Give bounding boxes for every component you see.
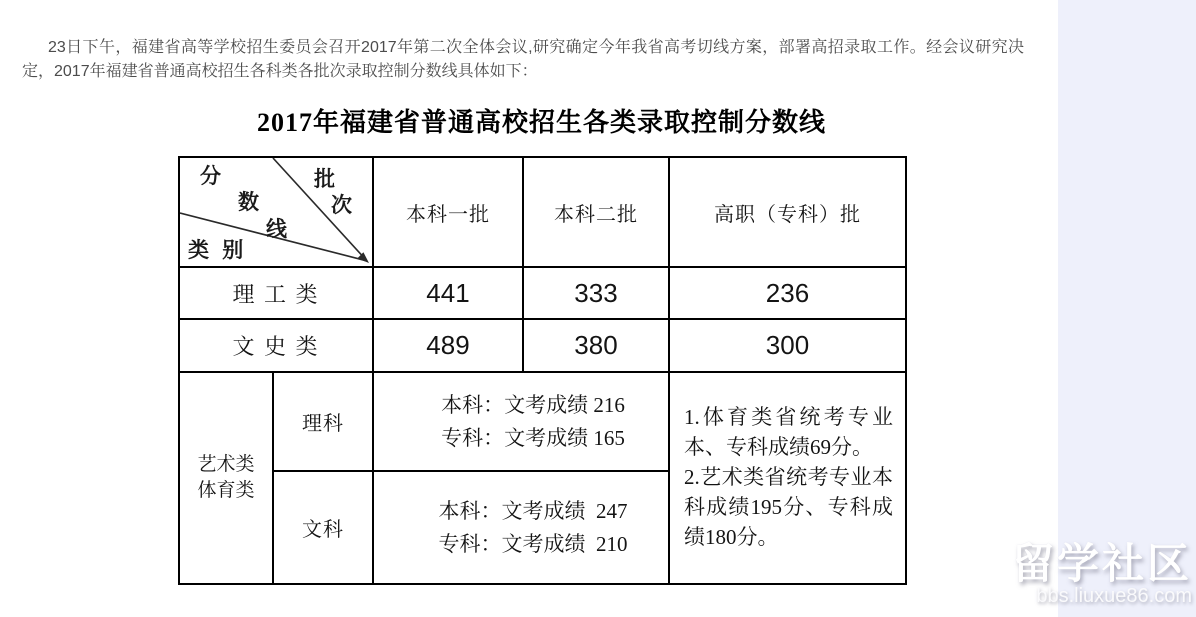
watermark-url: bbs.liuxue86.com	[1036, 585, 1192, 607]
sub-label-wenke: 文科	[273, 471, 373, 584]
row-label-wenshi: 文 史 类	[179, 319, 373, 372]
column-header-gaozhi: 高职（专科）批	[669, 157, 906, 267]
score-wenshi-ben2: 380	[523, 319, 669, 372]
diag-label-batch-char-1: 批	[314, 167, 335, 191]
score-cell-arts-wenke	[373, 471, 669, 584]
watermark-brand: 留学社区	[1011, 540, 1192, 587]
arts-label-line2: 体育类	[197, 480, 255, 501]
row-label-ligong: 理 工 类	[179, 267, 373, 319]
intro-paragraph: 23日下午，福建省高等学校招生委员会召开2017年第二次全体会议,研究确定今年我省高考切线方案，部署高招录取工作。经会议研究决定，2017年福建省普通高校招生各科类各批次录取控制分数线具体如下：	[22, 39, 1024, 80]
right-accent-band	[1058, 0, 1196, 617]
table-row-ligong	[179, 267, 906, 319]
score-cell-arts-like	[373, 372, 669, 471]
score-ligong-ben2: 333	[523, 267, 669, 319]
arts-like-benke-line: 本科：文考成绩 216	[441, 392, 625, 417]
note-sports: 1.体育类省统考专业本、专科成绩69分。	[684, 405, 893, 460]
score-table	[178, 156, 907, 585]
column-header-benke1: 本科一批	[373, 157, 523, 267]
diag-label-category: 类 别	[188, 238, 248, 262]
page-title: 2017年福建省普通高校招生各类录取控制分数线	[256, 108, 826, 137]
row-label-arts-sports	[179, 372, 273, 584]
diag-label-score-char-3: 线	[266, 217, 287, 241]
score-wenshi-ben1: 489	[373, 319, 523, 372]
score-ligong-ben1: 441	[373, 267, 523, 319]
diag-label-batch-char-2: 次	[331, 193, 352, 217]
note-arts: 2.艺术类省统考专业本科成绩195分、专科成绩180分。	[684, 465, 893, 549]
arrowhead-icon	[357, 252, 369, 263]
score-ligong-gaozhi: 236	[669, 267, 906, 319]
table-header-row	[179, 157, 906, 267]
notes-cell	[669, 372, 906, 584]
arts-wenke-benke-line: 本科：文考成绩 247	[438, 498, 628, 523]
arts-wenke-zhuanke-line: 专科：文考成绩 210	[438, 531, 628, 556]
watermark	[1011, 540, 1192, 607]
diag-label-score-char-2: 数	[238, 190, 259, 214]
column-header-benke2: 本科二批	[523, 157, 669, 267]
arts-like-zhuanke-line: 专科：文考成绩 165	[441, 425, 625, 450]
arts-label-line1: 艺术类	[197, 454, 255, 476]
diag-label-score-char-1: 分	[200, 164, 221, 188]
diagonal-header-cell	[179, 157, 373, 267]
table-row-arts-like	[179, 372, 906, 471]
sub-label-like: 理科	[273, 372, 373, 471]
table-row-wenshi	[179, 319, 906, 372]
score-wenshi-gaozhi: 300	[669, 319, 906, 372]
